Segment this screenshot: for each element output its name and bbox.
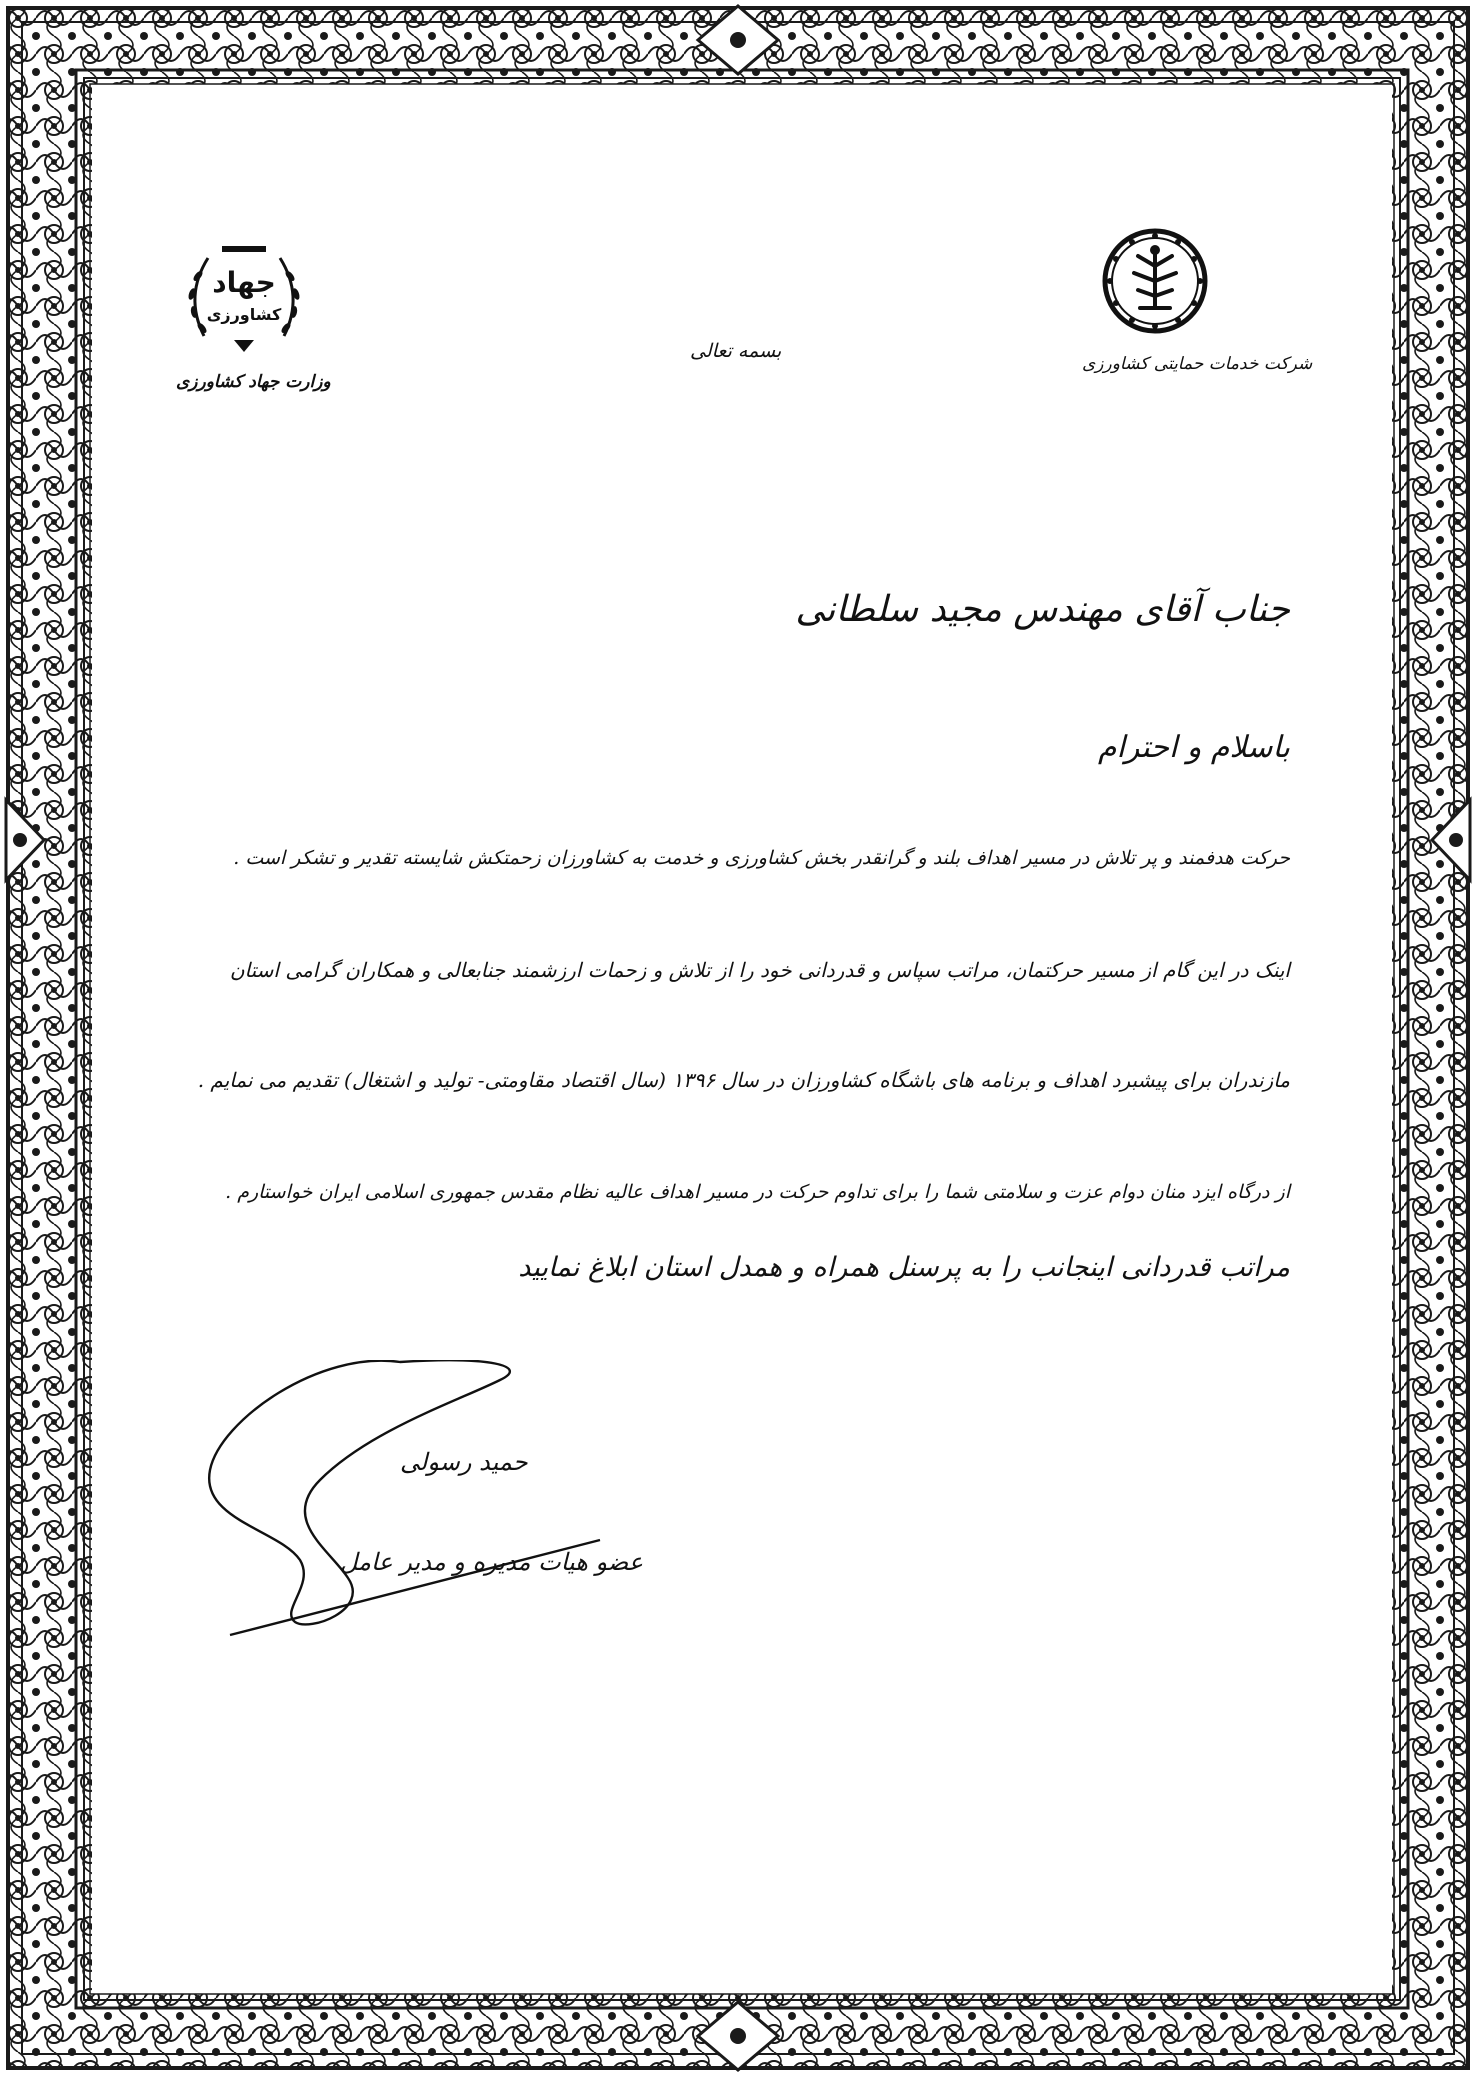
invocation: بسمه تعالی <box>690 340 782 362</box>
agri-services-company-logo <box>1100 226 1210 336</box>
body-line-5: مراتب قدردانی اینجانب را به پرسنل همراه و همدل استان ابلاغ نمایید <box>518 1252 1290 1283</box>
body-line-1: حرکت هدفمند و پر تلاش در مسیر اهداف بلند و گرانقدر بخش کشاورزی و خدمت به کشاورزان زحمتکش شایسته تقدیر و تشکر است . <box>233 847 1290 869</box>
handwritten-signature <box>200 1360 620 1640</box>
body-line-4: از درگاه ایزد منان دوام عزت و سلامتی شما را برای تداوم حرکت در مسیر اهداف عالیه نظام مقدس جمهوری اسلامی ایران خواستارم . <box>225 1181 1290 1203</box>
jihad-keshavarzi-logo <box>178 236 310 356</box>
right-org-caption: شرکت خدمات حمایتی کشاورزی <box>1082 354 1313 374</box>
left-org-caption: وزارت جهاد کشاورزی <box>176 372 331 392</box>
body-line-2: اینک در این گام از مسیر حرکتمان، مراتب سپاس و قدردانی خود را از تلاش و زحمات ارزشمند جنابعالی و همکاران گرامی استان <box>229 958 1290 982</box>
signatory-title: عضو هیات مدیره و مدیر عامل <box>340 1548 644 1576</box>
signatory-name: حمید رسولی <box>400 1448 528 1476</box>
body-line-3: مازندران برای پیشبرد اهداف و برنامه های باشگاه کشاورزان در سال ۱۳۹۶ (سال اقتصاد مقاومتی- تولید و اشتغال) تقدیم می نمایم . <box>197 1068 1290 1092</box>
keshavarzi-logo-text: کشاورزی <box>206 305 282 324</box>
jihad-logo-text: جهاد <box>212 266 276 299</box>
greeting: باسلام و احترام <box>1097 730 1290 765</box>
addressee: جناب آقای مهندس مجید سلطانی <box>795 589 1290 630</box>
